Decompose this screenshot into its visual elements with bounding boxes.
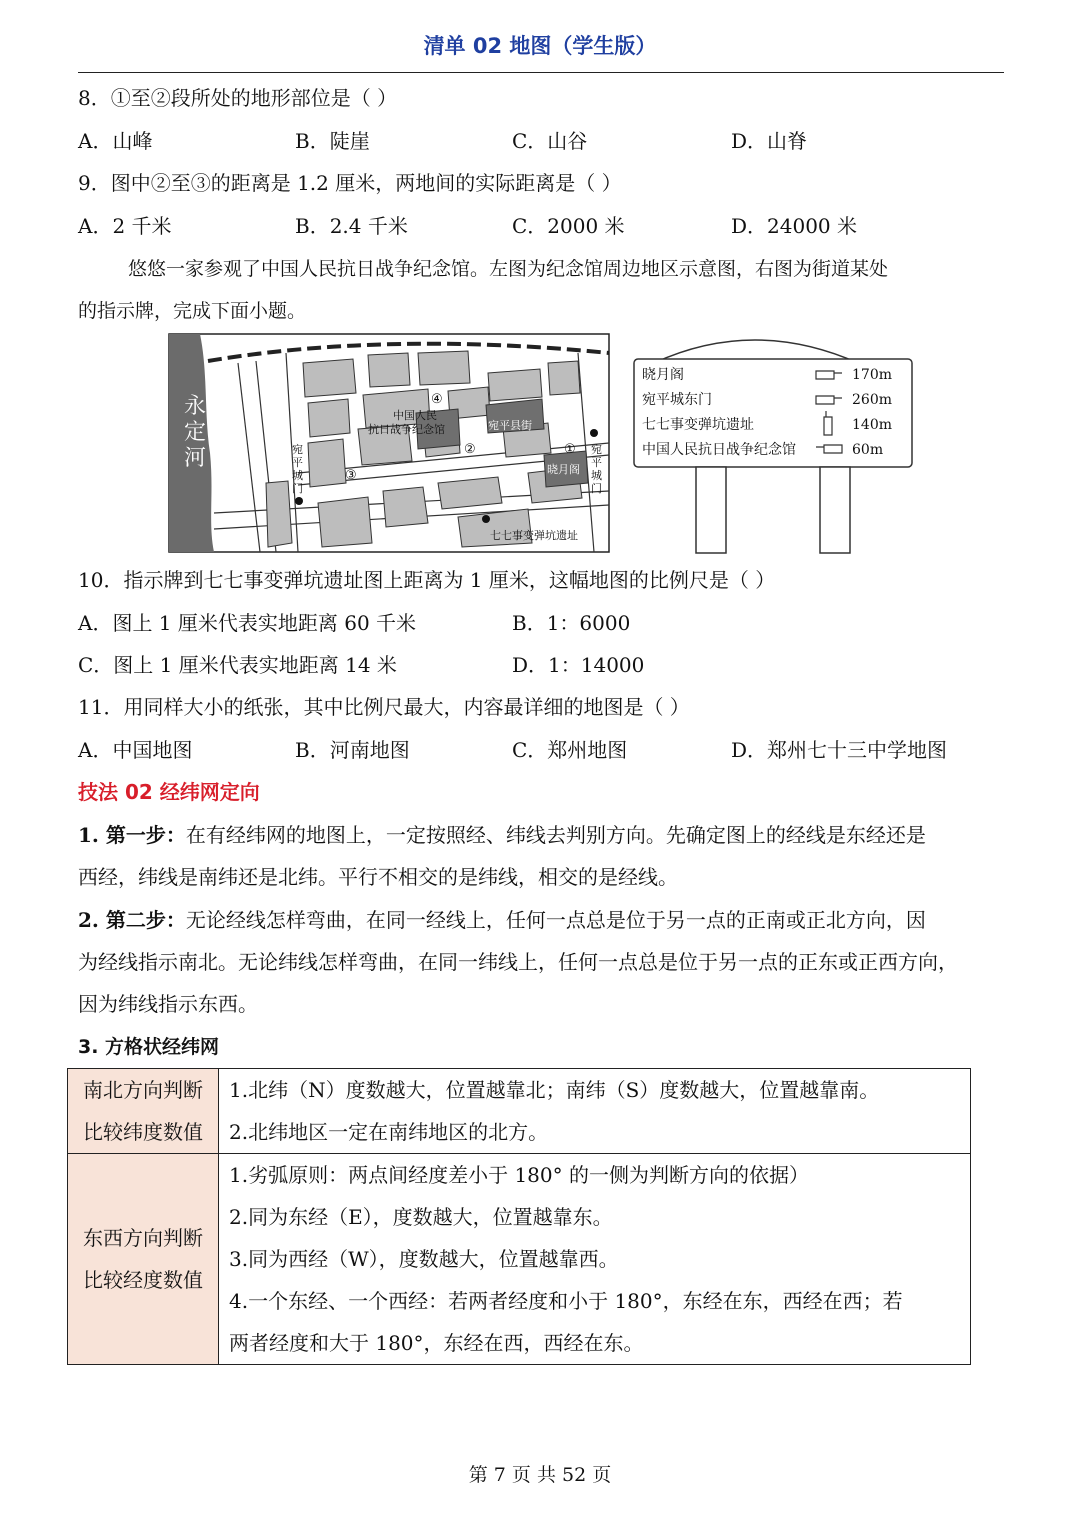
marker-4: ④ (431, 392, 443, 407)
ns-rule-2: 2.北纬地区一定在南纬地区的北方。 (229, 1120, 549, 1144)
q8-option-b: B．陡崖 (295, 129, 370, 153)
question-11-stem: 11．用同样大小的纸张，其中比例尺最大，内容最详细的地图是（ ） (78, 695, 690, 719)
technique-title: 技法 02 经纬网定向 (78, 780, 260, 804)
step1-line-1 (78, 821, 926, 849)
crater-site-dot (482, 515, 490, 523)
q9-option-d: D．24000 米 (731, 214, 858, 238)
table-row-east-west (68, 1154, 971, 1365)
ew-rule-4-cont: 两者经度和大于 180°，东经在西，西经在东。 (229, 1331, 644, 1355)
area-map (169, 334, 609, 552)
ew-rule-3: 3.同为西经（W），度数越大，位置越靠西。 (229, 1247, 619, 1271)
ew-category-line-1: 东西方向判断 (83, 1226, 203, 1250)
step1-text-1: 在有经纬网的地图上，一定按照经、纬线去判别方向。先确定图上的经线是东经还是 (185, 823, 926, 847)
intro-line-2: 的指示牌，完成下面小题。 (78, 300, 307, 322)
step2-line-1 (78, 906, 926, 934)
ew-category-cell (68, 1154, 219, 1365)
svg-text:宛: 宛 (292, 443, 303, 456)
svg-text:城: 城 (591, 469, 602, 482)
west-gate-label (292, 442, 303, 495)
marker-2: ② (464, 442, 476, 457)
figure-map-and-sign (168, 333, 928, 562)
q11-option-a: A．中国地图 (78, 738, 193, 762)
step2-line-3: 因为纬线指示东西。 (78, 992, 258, 1016)
q10-option-b: B．1：6000 (512, 611, 631, 635)
q10-option-d: D．1：14000 (512, 653, 645, 677)
crater-site-label: 七七事变弹坑遗址 (490, 529, 578, 542)
question-10-stem: 10．指示牌到七七事变弹坑遗址图上距离为 1 厘米，这幅地图的比例尺是（ ） (78, 568, 776, 592)
svg-text:平: 平 (591, 456, 602, 469)
q9-option-a: A．2 千米 (78, 214, 172, 238)
sign-place-4: 中国人民抗日战争纪念馆 (642, 442, 796, 458)
step1-line-2: 西经，纬线是南纬还是北纬。平行不相交的是纬线，相交的是经线。 (78, 865, 678, 889)
marker-3: ③ (345, 468, 357, 483)
ew-rules-cell (219, 1154, 971, 1365)
svg-text:门: 门 (591, 482, 602, 495)
q8-option-c: C．山谷 (512, 129, 588, 153)
marker-1: ① (564, 442, 576, 457)
step3-title: 3. 方格状经纬网 (78, 1036, 220, 1058)
ns-category-cell (68, 1069, 219, 1154)
signboard (634, 340, 912, 553)
q11-option-b: B．河南地图 (295, 738, 410, 762)
step1-label: 1. 第一步： (78, 823, 186, 847)
xiaoyue-label: 晓月阁 (547, 463, 580, 476)
graticule-rules-table (67, 1068, 971, 1365)
ns-category-line-2: 比较纬度数值 (83, 1120, 203, 1144)
question-9-stem: 9．图中②至③的距离是 1.2 厘米，两地间的实际距离是（ ） (78, 171, 622, 195)
wanping-street-label: 宛平县街 (488, 419, 532, 432)
svg-text:宛: 宛 (591, 443, 602, 456)
header-divider (78, 72, 1004, 73)
page-header-title: 清单 02 地图（学生版） (423, 34, 657, 58)
sign-place-3: 七七事变弹坑遗址 (642, 417, 754, 433)
step2-text-1: 无论经线怎样弯曲，在同一经线上，任何一点总是位于另一点的正南或正北方向，因 (185, 908, 926, 932)
ns-rule-1: 1.北纬（N）度数越大，位置越靠北；南纬（S）度数越大，位置越靠南。 (229, 1078, 880, 1102)
map-figure-svg (168, 333, 928, 558)
sign-post-left (696, 467, 726, 553)
q9-option-c: C．2000 米 (512, 214, 625, 238)
museum-label-2: 抗日战争纪念馆 (368, 423, 445, 436)
sign-post-right (820, 467, 850, 553)
ew-rule-4: 4.一个东经、一个西经：若两者经度和小于 180°，东经在东，西经在西；若 (229, 1289, 903, 1313)
ew-rule-1: 1.劣弧原则：两点间经度差小于 180° 的一侧为判断方向的依据） (229, 1163, 809, 1187)
sign-dist-1: 170m (852, 367, 892, 383)
ew-category-line-2: 比较经度数值 (83, 1268, 203, 1292)
east-gate-dot (590, 429, 598, 437)
q10-option-c: C．图上 1 厘米代表实地距离 14 米 (78, 653, 397, 677)
sign-dist-3: 140m (852, 417, 892, 433)
river-label-1: 永定河 (184, 394, 207, 471)
q11-option-c: C．郑州地图 (512, 738, 628, 762)
svg-text:城: 城 (292, 469, 303, 482)
west-gate-dot (295, 497, 303, 505)
sign-place-2: 宛平城东门 (642, 392, 712, 408)
q11-option-d: D．郑州七十三中学地图 (731, 738, 948, 762)
q9-option-b: B．2.4 千米 (295, 214, 408, 238)
intro-line-1: 悠悠一家参观了中国人民抗日战争纪念馆。左图为纪念馆周边地区示意图，右图为街道某处 (128, 258, 889, 280)
museum-label-1: 中国人民 (393, 409, 437, 422)
page-footer-number: 第 7 页 共 52 页 (468, 1464, 612, 1486)
ns-category-line-1: 南北方向判断 (83, 1078, 203, 1102)
east-gate-label (591, 442, 602, 495)
sign-dist-2: 260m (852, 392, 892, 408)
sign-dist-4: 60m (852, 442, 884, 458)
q8-option-a: A．山峰 (78, 129, 153, 153)
ns-rules-cell (219, 1069, 971, 1154)
ew-rule-2: 2.同为东经（E），度数越大，位置越靠东。 (229, 1205, 613, 1229)
step2-line-2: 为经线指示南北。无论纬线怎样弯曲，在同一纬线上，任何一点总是位于另一点的正东或正西方向， (78, 950, 958, 974)
sign-place-1: 晓月阁 (642, 367, 684, 383)
svg-text:平: 平 (292, 456, 303, 469)
q10-option-a: A．图上 1 厘米代表实地距离 60 千米 (78, 611, 417, 635)
step2-label: 2. 第二步： (78, 908, 186, 932)
q8-option-d: D．山脊 (731, 129, 808, 153)
question-8-stem: 8．①至②段所处的地形部位是（ ） (78, 86, 398, 110)
table-row-north-south (68, 1069, 971, 1154)
svg-text:门: 门 (292, 482, 303, 495)
